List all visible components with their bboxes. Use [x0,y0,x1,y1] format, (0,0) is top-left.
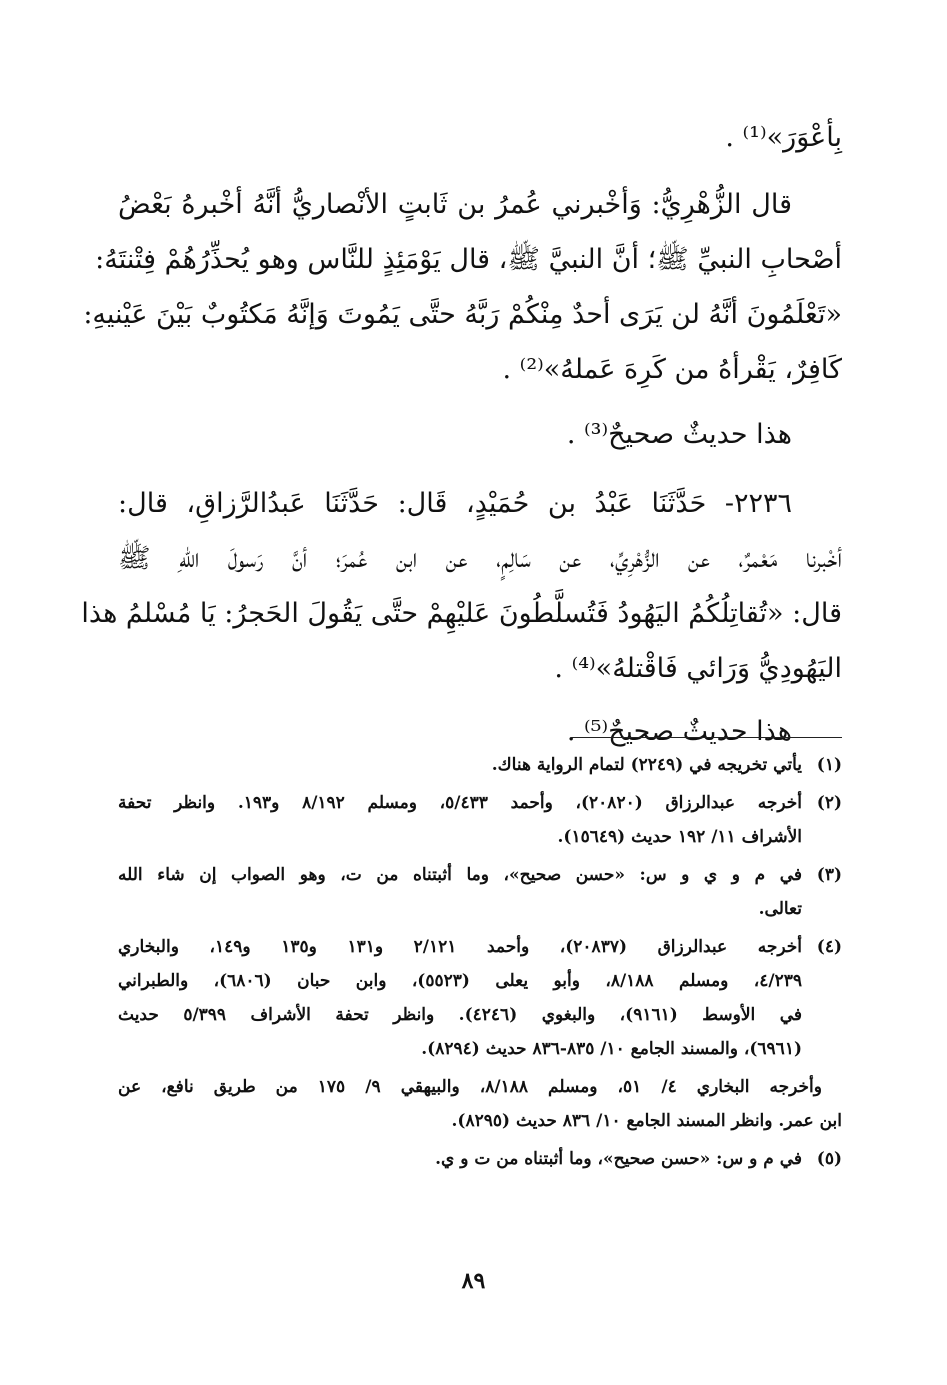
footnote-number: (٣) [816,865,842,885]
footnote-line: أخرجه عبدالرزاق (٢٠٨٣٧)، وأحمد ٢/١٢١ و١٣١ و١٣٥ و١٤٩، والبخاري [118,937,803,957]
footnote-line: ابن عمر. وانظر المسند الجامع ١٠/ ٨٣٦ حديث (٨٢٩٥). [451,1111,842,1131]
footnote-line: تعالى. [758,899,802,919]
footnote-number: (٢) [816,793,842,813]
footnote-line: يأتي تخريجه في (٢٢٤٩) لتمام الرواية هناك. [491,755,802,775]
footnote-separator [572,737,842,738]
footnote [118,748,842,782]
text-line: هذا حديثٌ صحيحٌ⁽⁵⁾ . [566,716,792,747]
footnote-number: (١) [816,755,842,775]
footnote [118,930,842,1066]
footnote-line: في م و س: «حسن صحيح»، وما أثبتناه من ت و ي. [435,1149,802,1169]
footnote-line: في م و ي و س: «حسن صحيح»، وما أثبتناه من ت، وهو الصواب إن شاء الله [118,865,802,885]
footnote-number: (٥) [816,1149,842,1169]
footnote [118,858,842,926]
footnote [118,786,842,854]
footnote-line: (٦٩٦١)، والمسند الجامع ١٠/ ٨٣٥-٨٣٦ حديث (٨٢٩٤). [421,1039,802,1059]
footnote [118,1142,842,1176]
footnote-continuation [118,1070,842,1138]
footnotes [118,748,842,1180]
text-line: قال الزُّهْرِيُّ: وَأخْبرني عُمرُ بن ثَابتٍ الأنْصاريُّ أنَّهُ أخْبرهُ بَعْضُ [118,189,792,220]
page-number: ٨٩ [461,1268,486,1294]
text-line: أخْبرنا مَعْمرٌ، عن الزُّهْرِيِّ، عن سَالِمٍ، عن ابن عُمرَ؛ أنَّ رَسولَ اللهِ ﷺ [118,543,842,574]
footnote-line: وأخرجه البخاري ٤/ ٥١، ومسلم ٨/١٨٨، والبيهقي ٩/ ١٧٥ من طريق نافع، عن [118,1077,822,1097]
footnote-number: (٤) [816,937,842,957]
text-line: هذا حديثٌ صحيحٌ⁽³⁾ . [566,419,792,450]
footnote-line: الأشراف ١١/ ١٩٢ حديث (١٥٦٤٩). [557,827,802,847]
text-line: كَافِرٌ، يَقْرأهُ من كَرِهَ عَملهُ»⁽²⁾ . [502,354,842,385]
text-line: بِأعْوَرَ»⁽¹⁾ . [725,122,842,153]
footnote-line: في الأوسط (٩١٦١)، والبغوي (٤٢٤٦). وانظر تحفة الأشراف ٥/٣٩٩ حديث [118,1005,803,1025]
footnote-line: أخرجه عبدالرزاق (٢٠٨٢٠)، وأحمد ٥/٤٣٣، ومسلم ٨/١٩٢ و١٩٣. وانظر تحفة [118,793,803,813]
text-line: اليَهُودِيُّ وَرَائي فَاقْتلهُ»⁽⁴⁾ . [554,653,842,684]
footnote-line: ٤/٢٣٩، ومسلم ٨/١٨٨، وأبو يعلى (٥٥٢٣)، وابن حبان (٦٨٠٦)، والطبراني [118,971,802,991]
text-line: أصْحابِ النبيِّ ﷺ؛ أنَّ النبيَّ ﷺ، قال يَوْمَئِذٍ للنَّاس وهو يُحذِّرُهُمْ فِتْنتَهُ: [95,244,842,275]
text-line: «تَعْلَمُونَ أنَّهُ لن يَرَى أحدٌ مِنْكُمْ رَبَّهُ حتَّى يَمُوتَ وَإنَّهُ مَكتُوبٌ بَيْنَ عَيْنيهِ: [83,299,842,330]
main-text [81,110,842,759]
text-line: ٢٢٣٦- حَدَّثَنَا عَبْدُ بن حُمَيْدٍ، قَال: حَدَّثَنَا عَبدُالرَّزاقِ، قال: [118,488,792,519]
text-line: قال: «تُقاتِلُكُمُ اليَهُودُ فَتُسلَّطُونَ عَليْهِمْ حتَّى يَقُولَ الحَجرُ: يَا مُسْلمُ هذا [81,598,842,629]
